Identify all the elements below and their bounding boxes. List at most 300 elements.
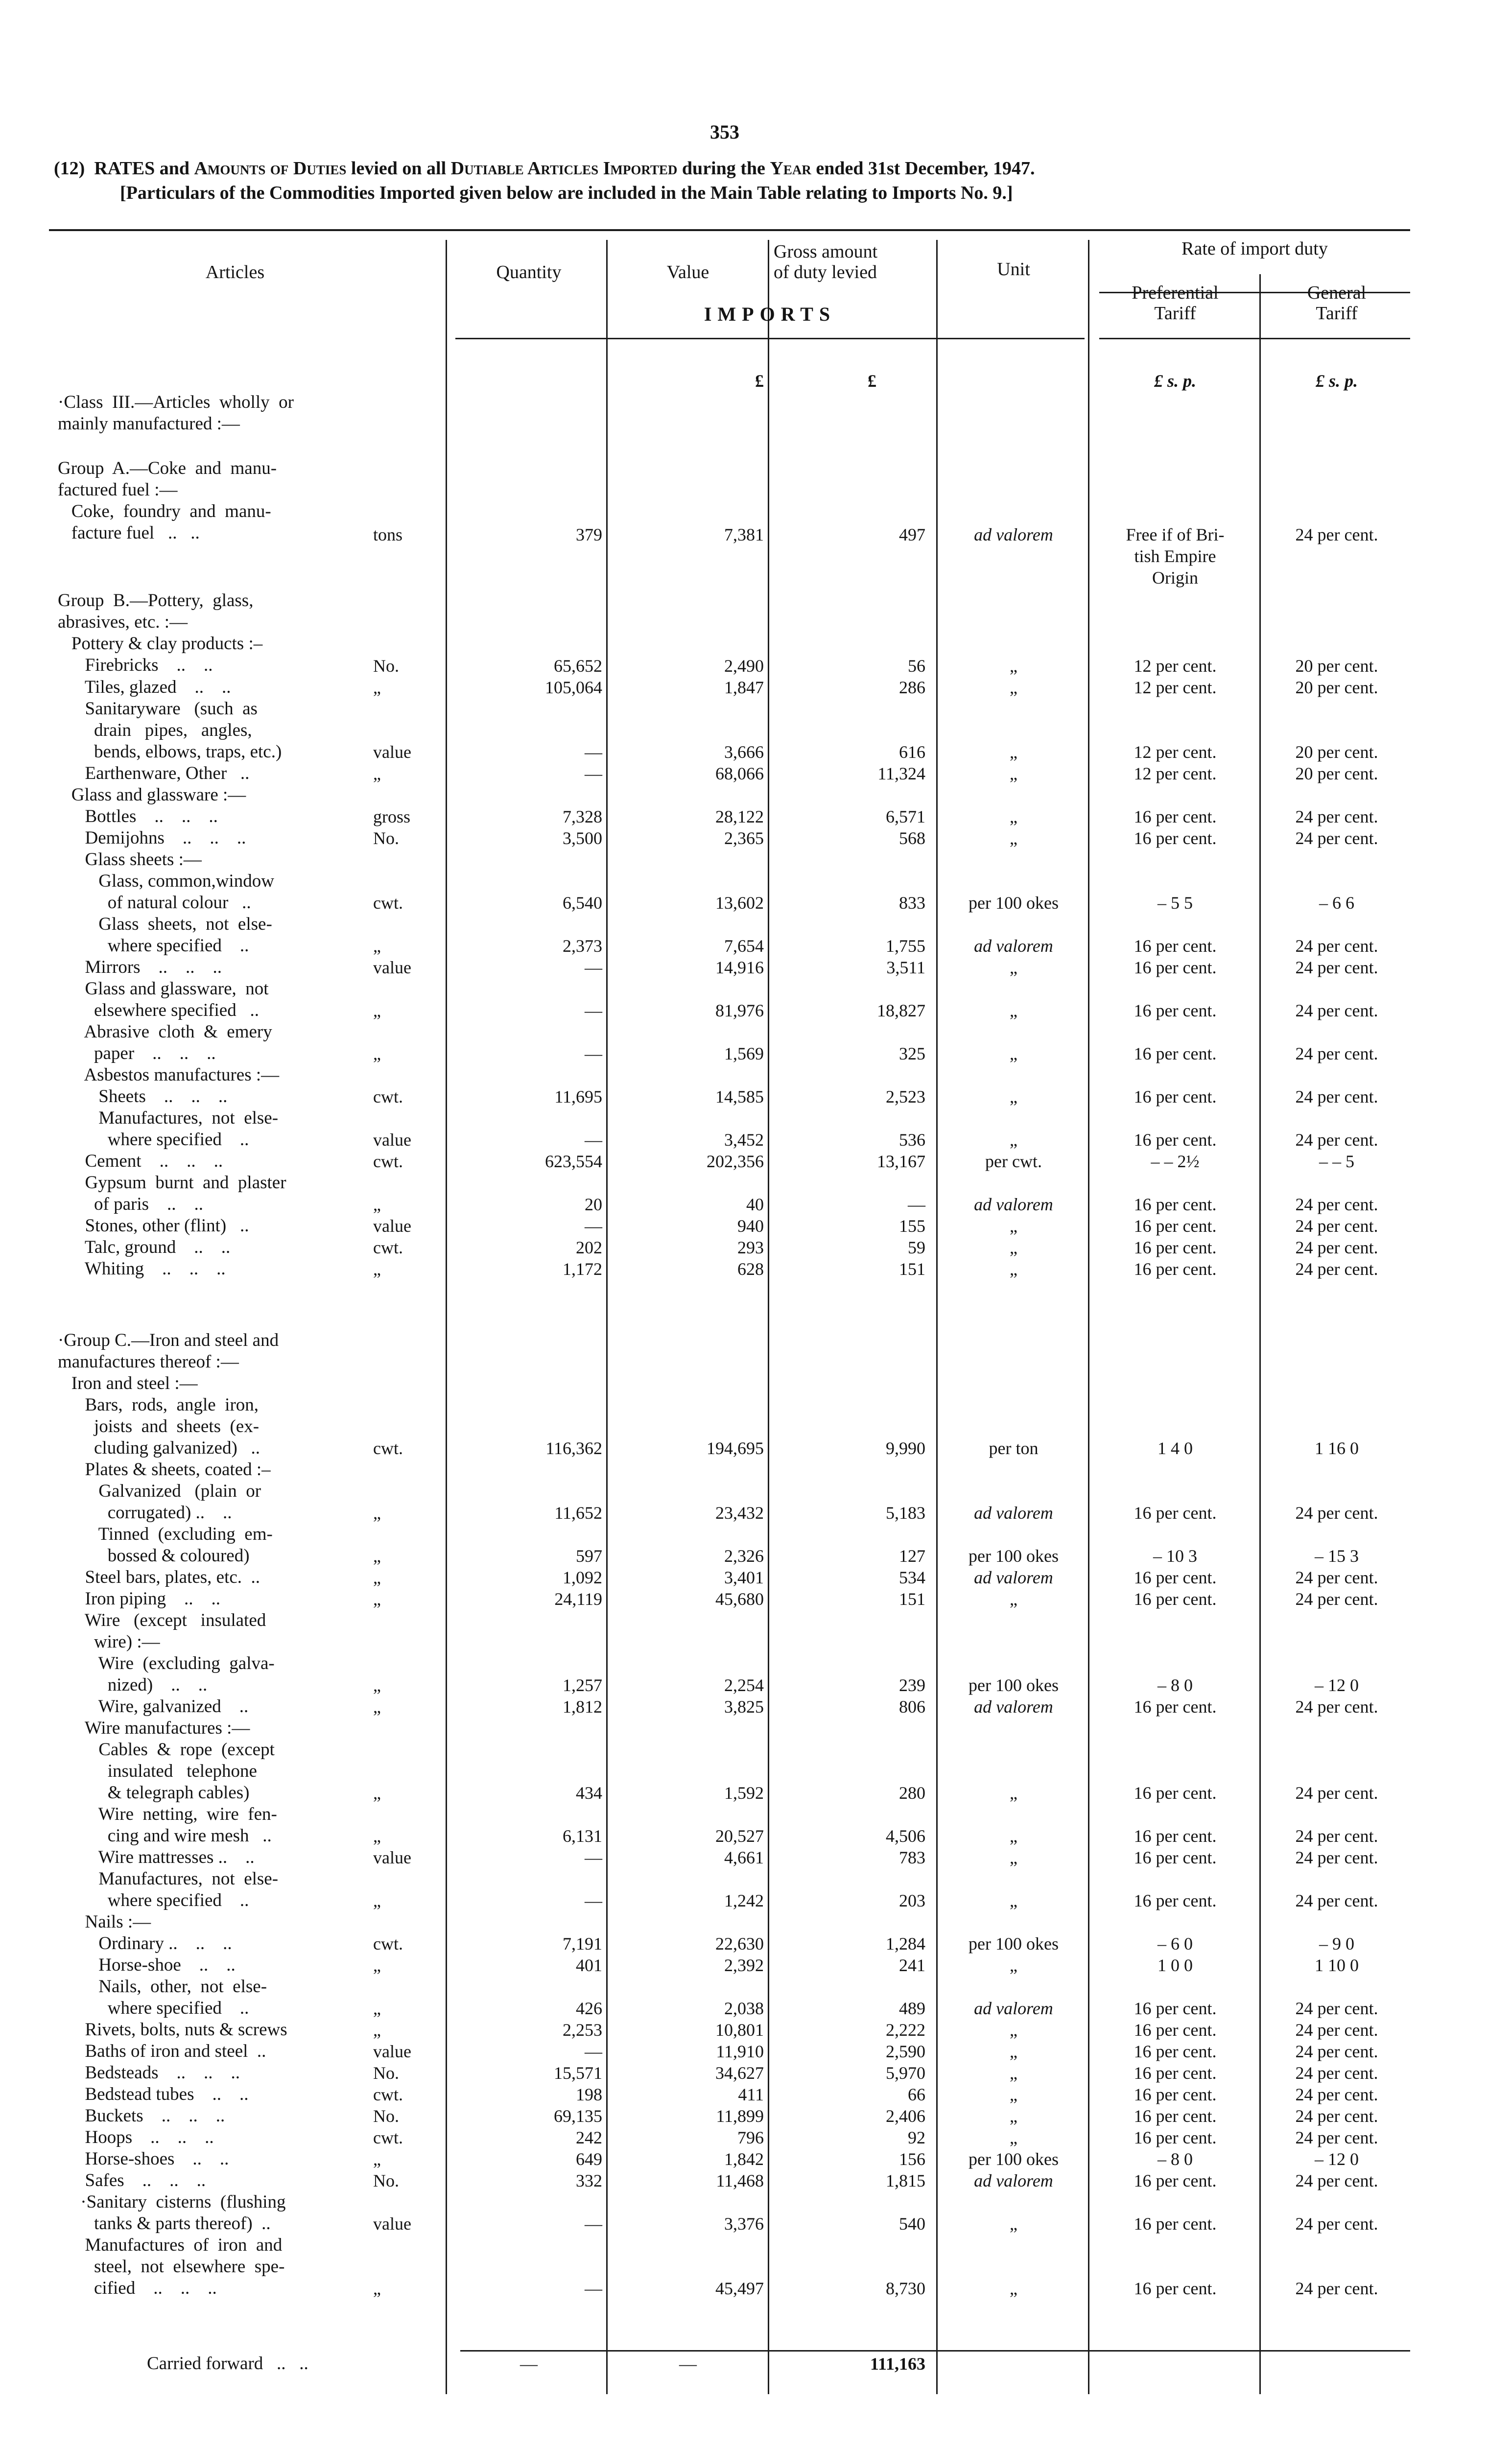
- article-line: steel, not elsewhere spe-: [58, 2257, 285, 2277]
- row-quantity: 1,812: [563, 1697, 602, 1717]
- row-unit-measure: „: [373, 1044, 381, 1063]
- article-line: Hoops .. .. ..: [58, 2127, 214, 2147]
- article-line: cing and wire mesh ..: [58, 1826, 272, 1846]
- row-value: 2,254: [724, 1675, 764, 1695]
- row-preferential-tariff: 16 per cent.: [1134, 1826, 1217, 1846]
- row-gross-duty: 92: [908, 2128, 925, 2147]
- row-preferential-tariff: 16 per cent.: [1134, 2063, 1217, 2083]
- article-line: Glass sheets :—: [58, 849, 202, 870]
- row-quantity: —: [585, 1848, 602, 1867]
- row-value: 13,602: [715, 893, 764, 913]
- row-gross-duty: 1,284: [886, 1934, 925, 1954]
- row-preferential-tariff: 16 per cent.: [1134, 2042, 1217, 2061]
- row-quantity: 3,500: [563, 828, 602, 848]
- header-rate: Rate of import duty: [1181, 238, 1328, 259]
- row-preferential-tariff: 16 per cent.: [1134, 1259, 1217, 1279]
- row-unit-measure: value: [373, 2042, 411, 2061]
- article-line: Iron and steel :—: [58, 1373, 198, 1393]
- row-gross-duty: 616: [899, 742, 925, 762]
- row-duty-unit: „: [1010, 807, 1017, 826]
- article-line: Buckets .. .. ..: [58, 2106, 225, 2126]
- row-general-tariff: 1 16 0: [1315, 1438, 1359, 1458]
- article-line: Wire (except insulated: [58, 1610, 266, 1630]
- row-quantity: —: [585, 1891, 602, 1910]
- row-value: 796: [737, 2128, 764, 2147]
- row-general-tariff: 24 per cent.: [1295, 2279, 1378, 2298]
- row-quantity: —: [585, 2214, 602, 2234]
- row-preferential-tariff: 16 per cent.: [1134, 2085, 1217, 2104]
- row-gross-duty: 568: [899, 828, 925, 848]
- row-quantity: 11,652: [554, 1503, 602, 1523]
- row-gross-duty: 3,511: [886, 958, 925, 977]
- row-quantity: 623,554: [545, 1152, 602, 1171]
- row-preferential-tariff: 16 per cent.: [1134, 1589, 1217, 1609]
- row-unit-measure: cwt.: [373, 1238, 403, 1257]
- row-general-tariff: 24 per cent.: [1295, 828, 1378, 848]
- row-duty-unit: „: [1010, 2279, 1017, 2298]
- article-line: Wire mattresses .. ..: [58, 1847, 255, 1867]
- row-general-tariff: – 12 0: [1315, 1675, 1359, 1695]
- row-quantity: —: [585, 2279, 602, 2298]
- row-preferential-tariff: Origin: [1152, 568, 1198, 588]
- article-line: Mirrors .. .. ..: [58, 957, 222, 977]
- row-duty-unit: „: [1010, 1001, 1017, 1020]
- row-duty-unit: ad valorem: [974, 1999, 1053, 2018]
- row-unit-measure: cwt.: [373, 2085, 403, 2104]
- row-preferential-tariff: – 6 0: [1158, 1934, 1193, 1954]
- row-preferential-tariff: 16 per cent.: [1134, 2279, 1217, 2298]
- row-duty-unit: „: [1010, 1259, 1017, 1279]
- article-line: Gypsum burnt and plaster: [58, 1173, 286, 1193]
- row-preferential-tariff: 16 per cent.: [1134, 1001, 1217, 1020]
- row-value: 81,976: [715, 1001, 764, 1020]
- row-unit-measure: „: [373, 936, 381, 956]
- row-gross-duty: 2,590: [886, 2042, 925, 2061]
- row-quantity: 7,328: [563, 807, 602, 826]
- row-general-tariff: 24 per cent.: [1295, 1238, 1378, 1257]
- article-line: Nails :—: [58, 1912, 151, 1932]
- row-gross-duty: 59: [908, 1238, 925, 1257]
- header-gross-2: of duty levied: [774, 262, 877, 282]
- row-preferential-tariff: 16 per cent.: [1134, 1503, 1217, 1523]
- row-duty-unit: per 100 okes: [969, 1675, 1059, 1695]
- article-line: ·Class III.—Articles wholly or: [58, 392, 294, 412]
- row-unit-measure: cwt.: [373, 1438, 403, 1458]
- row-quantity: 1,172: [563, 1259, 602, 1279]
- article-line: Ordinary .. .. ..: [58, 1933, 232, 1954]
- row-unit-measure: value: [373, 742, 411, 762]
- row-general-tariff: 24 per cent.: [1295, 1848, 1378, 1867]
- row-value: 3,825: [724, 1697, 764, 1717]
- row-preferential-tariff: 16 per cent.: [1134, 1568, 1217, 1587]
- article-line: wire) :—: [58, 1632, 160, 1652]
- article-line: Wire (excluding galva-: [58, 1653, 275, 1673]
- row-duty-unit: ad valorem: [974, 2171, 1053, 2190]
- article-line: cluding galvanized) ..: [58, 1438, 260, 1458]
- header-pref-2: Tariff: [1154, 303, 1196, 324]
- article-line: Group B.—Pottery, glass,: [58, 590, 254, 611]
- row-quantity: 105,064: [545, 678, 602, 697]
- row-general-tariff: 1 10 0: [1315, 1955, 1359, 1975]
- row-quantity: 11,695: [554, 1087, 602, 1106]
- row-quantity: 426: [576, 1999, 602, 2018]
- row-duty-unit: „: [1010, 656, 1017, 676]
- row-duty-unit: „: [1010, 1130, 1017, 1150]
- article-line: Asbestos manufactures :—: [58, 1065, 280, 1085]
- row-quantity: 7,191: [563, 1934, 602, 1954]
- row-unit-measure: No.: [373, 2171, 399, 2190]
- row-quantity: 332: [576, 2171, 602, 2190]
- article-line: Horse-shoe .. ..: [58, 1955, 236, 1975]
- row-value: 3,401: [724, 1568, 764, 1587]
- imports-rule: [455, 338, 1085, 339]
- article-line: elsewhere specified ..: [58, 1000, 259, 1020]
- article-line: Nails, other, not else-: [58, 1977, 267, 1997]
- row-value: 7,654: [724, 936, 764, 956]
- row-quantity: 1,257: [563, 1675, 602, 1695]
- row-unit-measure: „: [373, 764, 381, 783]
- row-duty-unit: „: [1010, 1848, 1017, 1867]
- row-quantity: —: [585, 1216, 602, 1236]
- article-line: Pottery & clay products :–: [58, 634, 263, 654]
- article-line: abrasives, etc. :—: [58, 612, 188, 632]
- row-duty-unit: „: [1010, 764, 1017, 783]
- row-gross-duty: 56: [908, 656, 925, 676]
- article-line: Steel bars, plates, etc. ..: [58, 1567, 260, 1587]
- article-line: ·Group C.—Iron and steel and: [58, 1330, 279, 1350]
- row-preferential-tariff: 16 per cent.: [1134, 1087, 1217, 1106]
- row-value: 194,695: [707, 1438, 764, 1458]
- row-duty-unit: „: [1010, 2106, 1017, 2126]
- table-number: (12): [54, 158, 85, 179]
- row-duty-unit: per 100 okes: [969, 1934, 1059, 1954]
- row-general-tariff: 24 per cent.: [1295, 2106, 1378, 2126]
- row-preferential-tariff: 16 per cent.: [1134, 828, 1217, 848]
- row-preferential-tariff: Free if of Bri-: [1126, 525, 1225, 544]
- row-unit-measure: „: [373, 1001, 381, 1020]
- row-duty-unit: „: [1010, 1087, 1017, 1106]
- row-unit-measure: cwt.: [373, 1152, 403, 1171]
- row-value: 2,490: [724, 656, 764, 676]
- row-unit-measure: No.: [373, 828, 399, 848]
- row-gross-duty: 5,970: [886, 2063, 925, 2083]
- row-duty-unit: „: [1010, 1955, 1017, 1975]
- row-preferential-tariff: 16 per cent.: [1134, 1783, 1217, 1803]
- row-unit-measure: cwt.: [373, 893, 403, 913]
- article-line: Wire manufactures :—: [58, 1718, 250, 1738]
- row-gross-duty: 833: [899, 893, 925, 913]
- row-value: 11,468: [716, 2171, 764, 2190]
- article-line: Group A.—Coke and manu-: [58, 458, 277, 478]
- row-value: 11,910: [716, 2042, 764, 2061]
- row-preferential-tariff: 16 per cent.: [1134, 2214, 1217, 2234]
- row-quantity: —: [585, 1044, 602, 1063]
- row-general-tariff: – 12 0: [1315, 2149, 1359, 2169]
- row-preferential-tariff: 16 per cent.: [1134, 2171, 1217, 2190]
- row-unit-measure: „: [373, 1826, 381, 1846]
- row-gross-duty: 151: [899, 1589, 925, 1609]
- article-line: Tiles, glazed .. ..: [58, 677, 231, 697]
- row-preferential-tariff: 1 0 0: [1158, 1955, 1193, 1975]
- table-title: (12) RATES and Amounts of Duties levied on all Dutiable Articles Imported during the Year ended 31st December, 1947.: [54, 158, 1035, 179]
- row-unit-measure: „: [373, 1955, 381, 1975]
- row-general-tariff: 24 per cent.: [1295, 1130, 1378, 1150]
- row-unit-measure: „: [373, 2149, 381, 2169]
- row-duty-unit: „: [1010, 1238, 1017, 1257]
- row-preferential-tariff: 16 per cent.: [1134, 2128, 1217, 2147]
- row-value: 4,661: [724, 1848, 764, 1867]
- article-line: insulated telephone: [58, 1761, 257, 1781]
- article-line: Bottles .. .. ..: [58, 806, 218, 826]
- article-line: cified .. .. ..: [58, 2278, 217, 2298]
- row-preferential-tariff: 16 per cent.: [1134, 807, 1217, 826]
- article-line: corrugated) .. ..: [58, 1503, 232, 1523]
- header-imports: IMPORTS: [704, 303, 836, 325]
- row-gross-duty: 155: [899, 1216, 925, 1236]
- article-line: Iron piping .. ..: [58, 1589, 220, 1609]
- row-quantity: —: [585, 1130, 602, 1150]
- row-duty-unit: ad valorem: [974, 936, 1053, 956]
- row-value: 23,432: [715, 1503, 764, 1523]
- col-rule-2: [606, 240, 608, 2394]
- row-general-tariff: 24 per cent.: [1295, 2020, 1378, 2040]
- row-value: 940: [737, 1216, 764, 1236]
- row-general-tariff: 24 per cent.: [1295, 1503, 1378, 1523]
- row-duty-unit: „: [1010, 1826, 1017, 1846]
- row-general-tariff: 24 per cent.: [1295, 1087, 1378, 1106]
- row-value: 45,680: [715, 1589, 764, 1609]
- row-value: 45,497: [715, 2279, 764, 2298]
- row-quantity: 242: [576, 2128, 602, 2147]
- row-duty-unit: ad valorem: [974, 1697, 1053, 1717]
- row-quantity: 6,540: [563, 893, 602, 913]
- row-general-tariff: 24 per cent.: [1295, 2128, 1378, 2147]
- row-general-tariff: 24 per cent.: [1295, 807, 1378, 826]
- row-gross-duty: 1,755: [886, 936, 925, 956]
- currency-value: £: [755, 371, 764, 391]
- row-unit-measure: value: [373, 958, 411, 977]
- row-quantity: 649: [576, 2149, 602, 2169]
- row-general-tariff: 24 per cent.: [1295, 1195, 1378, 1214]
- row-general-tariff: 24 per cent.: [1295, 2171, 1378, 2190]
- row-duty-unit: per 100 okes: [969, 893, 1059, 913]
- row-quantity: 69,135: [554, 2106, 602, 2126]
- row-value: 11,899: [716, 2106, 764, 2126]
- row-unit-measure: No.: [373, 2063, 399, 2083]
- article-line: Sanitaryware (such as: [58, 699, 258, 719]
- article-line: Stones, other (flint) ..: [58, 1216, 249, 1236]
- row-quantity: 2,373: [563, 936, 602, 956]
- row-quantity: 6,131: [563, 1826, 602, 1846]
- row-preferential-tariff: – 5 5: [1158, 893, 1193, 913]
- total-rule: [460, 2350, 1410, 2352]
- row-duty-unit: per ton: [989, 1438, 1039, 1458]
- row-duty-unit: per 100 okes: [969, 1546, 1059, 1566]
- table-subtitle: [Particulars of the Commodities Imported given below are included in the Main Table relating to Imports No. 9.]: [120, 183, 1013, 203]
- row-duty-unit: ad valorem: [974, 1568, 1053, 1587]
- row-value: 293: [737, 1238, 764, 1257]
- row-value: 2,038: [724, 1999, 764, 2018]
- row-gross-duty: 156: [899, 2149, 925, 2169]
- article-line: Wire netting, wire fen-: [58, 1804, 277, 1824]
- row-unit-measure: „: [373, 2279, 381, 2298]
- row-general-tariff: 24 per cent.: [1295, 1999, 1378, 2018]
- row-quantity: 198: [576, 2085, 602, 2104]
- row-value: 40: [746, 1195, 764, 1214]
- row-quantity: 65,652: [554, 656, 602, 676]
- row-gross-duty: 325: [899, 1044, 925, 1063]
- currency-gross: £: [868, 371, 876, 391]
- row-value: 1,592: [724, 1783, 764, 1803]
- row-gross-duty: 2,406: [886, 2106, 925, 2126]
- article-line: Horse-shoes .. ..: [58, 2149, 229, 2169]
- row-value: 22,630: [715, 1934, 764, 1954]
- row-duty-unit: „: [1010, 1783, 1017, 1803]
- article-line: Cables & rope (except: [58, 1740, 275, 1760]
- row-quantity: 15,571: [554, 2063, 602, 2083]
- row-gross-duty: 241: [899, 1955, 925, 1975]
- row-preferential-tariff: 16 per cent.: [1134, 1130, 1217, 1150]
- row-general-tariff: 24 per cent.: [1295, 1589, 1378, 1609]
- row-general-tariff: 24 per cent.: [1295, 1783, 1378, 1803]
- article-line: Tinned (excluding em-: [58, 1524, 273, 1544]
- row-unit-measure: cwt.: [373, 1934, 403, 1954]
- row-general-tariff: 24 per cent.: [1295, 1001, 1378, 1020]
- row-unit-measure: No.: [373, 656, 399, 676]
- row-gross-duty: 1,815: [886, 2171, 925, 2190]
- row-quantity: —: [585, 958, 602, 977]
- row-gross-duty: 151: [899, 1259, 925, 1279]
- row-value: 1,847: [724, 678, 764, 697]
- row-gross-duty: 286: [899, 678, 925, 697]
- rate-bottom-rule: [1099, 338, 1410, 339]
- article-line: of natural colour ..: [58, 893, 251, 913]
- row-duty-unit: „: [1010, 958, 1017, 977]
- article-line: where specified ..: [58, 1998, 249, 2018]
- row-value: 2,326: [724, 1546, 764, 1566]
- row-quantity: 20: [585, 1195, 602, 1214]
- row-preferential-tariff: 16 per cent.: [1134, 1848, 1217, 1867]
- header-gen-1: General: [1307, 282, 1367, 303]
- row-gross-duty: 2,523: [886, 1087, 925, 1106]
- row-unit-measure: cwt.: [373, 1087, 403, 1106]
- article-line: ·Sanitary cisterns (flushing: [58, 2192, 286, 2212]
- col-rule-3: [768, 240, 769, 2394]
- row-gross-duty: 783: [899, 1848, 925, 1867]
- article-line: joists and sheets (ex-: [58, 1416, 260, 1436]
- row-duty-unit: „: [1010, 678, 1017, 697]
- row-general-tariff: 20 per cent.: [1295, 764, 1378, 783]
- row-unit-measure: „: [373, 1697, 381, 1717]
- row-quantity: 202: [576, 1238, 602, 1257]
- row-value: 7,381: [724, 525, 764, 544]
- row-gross-duty: 9,990: [886, 1438, 925, 1458]
- row-general-tariff: 24 per cent.: [1295, 936, 1378, 956]
- article-line: Bars, rods, angle iron,: [58, 1395, 259, 1415]
- article-line: Manufactures, not else-: [58, 1869, 279, 1889]
- col-rule-6: [1259, 274, 1261, 2394]
- row-value: 2,365: [724, 828, 764, 848]
- row-general-tariff: 24 per cent.: [1295, 1568, 1378, 1587]
- row-quantity: 401: [576, 1955, 602, 1975]
- row-value: 628: [737, 1259, 764, 1279]
- article-line: Firebricks .. ..: [58, 655, 213, 675]
- row-preferential-tariff: 16 per cent.: [1134, 1891, 1217, 1910]
- row-preferential-tariff: 12 per cent.: [1134, 656, 1217, 676]
- row-general-tariff: 24 per cent.: [1295, 1044, 1378, 1063]
- row-duty-unit: ad valorem: [974, 1503, 1053, 1523]
- row-unit-measure: „: [373, 2020, 381, 2040]
- row-gross-duty: 203: [899, 1891, 925, 1910]
- row-preferential-tariff: – 8 0: [1158, 2149, 1193, 2169]
- row-general-tariff: 24 per cent.: [1295, 1259, 1378, 1279]
- carried-forward-label: Carried forward .. ..: [147, 2354, 308, 2374]
- row-gross-duty: —: [908, 1195, 925, 1214]
- article-line: Safes .. .. ..: [58, 2170, 206, 2190]
- row-gross-duty: 497: [899, 525, 925, 544]
- row-value: 1,569: [724, 1044, 764, 1063]
- row-value: 202,356: [707, 1152, 764, 1171]
- article-line: Sheets .. .. ..: [58, 1086, 228, 1106]
- row-duty-unit: „: [1010, 828, 1017, 848]
- row-unit-measure: „: [373, 678, 381, 697]
- row-general-tariff: – 9 0: [1319, 1934, 1354, 1954]
- article-line: Glass and glassware, not: [58, 979, 269, 999]
- row-unit-measure: „: [373, 1675, 381, 1695]
- row-unit-measure: gross: [373, 807, 411, 826]
- row-general-tariff: 24 per cent.: [1295, 525, 1378, 544]
- header-unit: Unit: [997, 259, 1030, 280]
- row-quantity: 597: [576, 1546, 602, 1566]
- article-line: factured fuel :—: [58, 480, 178, 500]
- row-gross-duty: 489: [899, 1999, 925, 2018]
- article-line: Earthenware, Other ..: [58, 763, 250, 783]
- row-value: 14,916: [715, 958, 764, 977]
- row-preferential-tariff: 16 per cent.: [1134, 936, 1217, 956]
- row-duty-unit: „: [1010, 2020, 1017, 2040]
- row-duty-unit: per 100 okes: [969, 2149, 1059, 2169]
- article-line: mainly manufactured :—: [58, 414, 240, 434]
- article-line: Wire, galvanized ..: [58, 1696, 249, 1717]
- row-preferential-tariff: – – 2½: [1151, 1152, 1200, 1171]
- row-duty-unit: „: [1010, 1216, 1017, 1236]
- row-unit-measure: value: [373, 1848, 411, 1867]
- row-unit-measure: „: [373, 1999, 381, 2018]
- row-unit-measure: „: [373, 1195, 381, 1214]
- header-gen-2: Tariff: [1316, 303, 1358, 324]
- article-line: where specified ..: [58, 1130, 249, 1150]
- row-gross-duty: 11,324: [877, 764, 925, 783]
- row-preferential-tariff: 16 per cent.: [1134, 1697, 1217, 1717]
- carried-forward-quantity: —: [520, 2354, 538, 2374]
- row-duty-unit: „: [1010, 2042, 1017, 2061]
- row-duty-unit: „: [1010, 742, 1017, 762]
- row-unit-measure: cwt.: [373, 2128, 403, 2147]
- row-quantity: —: [585, 2042, 602, 2061]
- article-line: Coke, foundry and manu-: [58, 501, 271, 521]
- row-unit-measure: „: [373, 1589, 381, 1609]
- article-line: Galvanized (plain or: [58, 1481, 261, 1501]
- article-line: Glass, common,window: [58, 871, 274, 891]
- row-preferential-tariff: 16 per cent.: [1134, 1195, 1217, 1214]
- article-line: facture fuel .. ..: [58, 523, 200, 543]
- row-preferential-tariff: 12 per cent.: [1134, 742, 1217, 762]
- row-value: 68,066: [715, 764, 764, 783]
- row-duty-unit: „: [1010, 1044, 1017, 1063]
- article-line: Abrasive cloth & emery: [58, 1022, 272, 1042]
- row-duty-unit: per cwt.: [985, 1152, 1042, 1171]
- article-line: manufactures thereof :—: [58, 1352, 239, 1372]
